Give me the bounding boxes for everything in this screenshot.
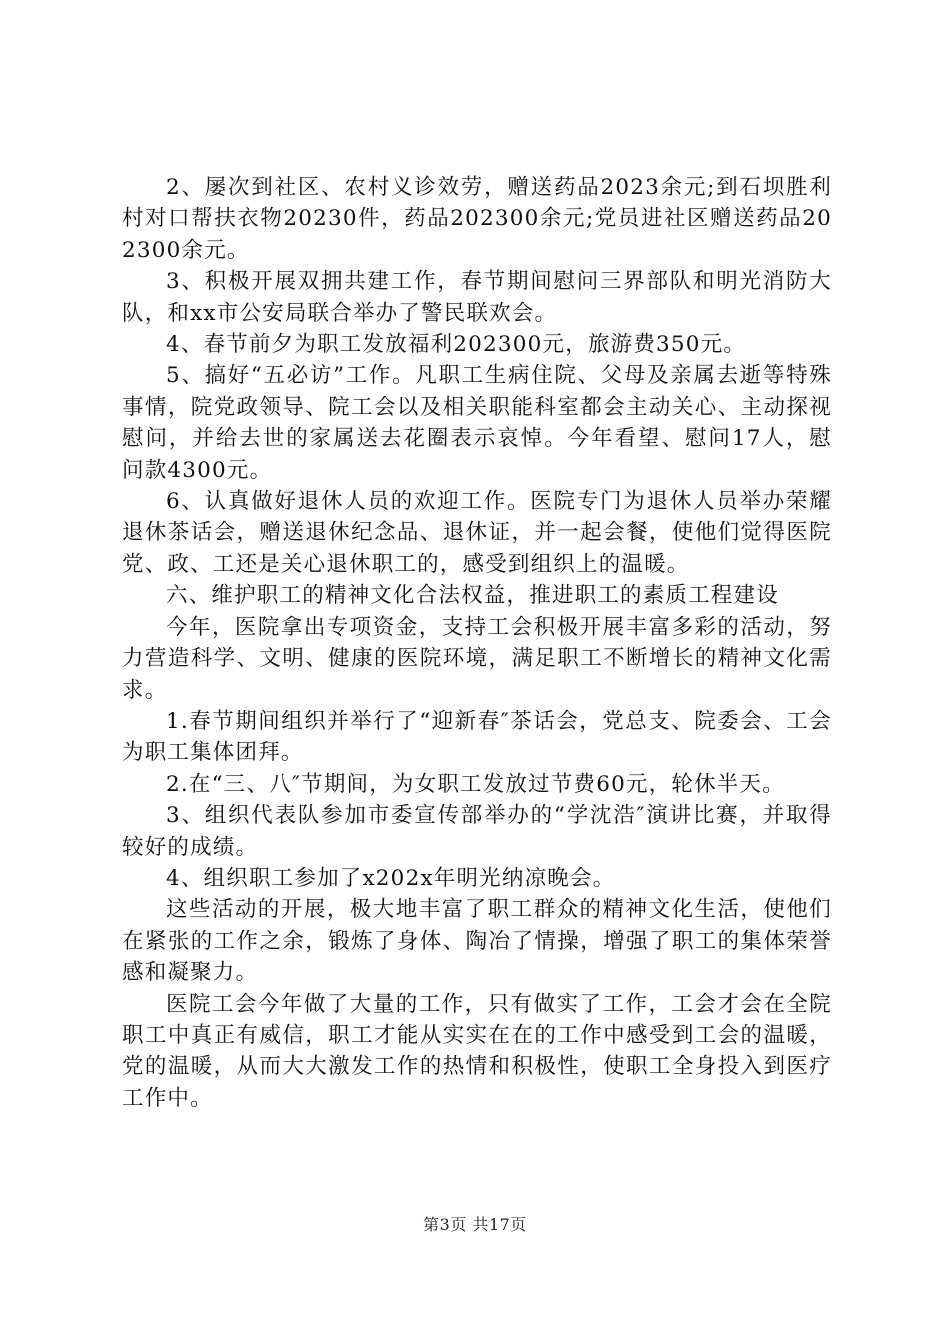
paragraph: 2、屡次到社区、农村义诊效劳，赠送药品2023余元;到石坝胜利村对口帮扶衣物20230件，药品202300余元;党员进社区赠送药品202300余元。 <box>122 175 832 263</box>
paragraph: 3、组织代表队参加市委宣传部举办的“学沈浩″演讲比赛，并取得较好的成绩。 <box>122 803 832 860</box>
paragraph: 4、春节前夕为职工发放福利202300元，旅游费350元。 <box>166 332 747 358</box>
section-heading: 六、维护职工的精神文化合法权益，推进职工的素质工程建设 <box>166 583 779 609</box>
document-body <box>122 172 832 1114</box>
paragraph: 这些活动的开展，极大地丰富了职工群众的精神文化生活，使他们在紧张的工作之余，锻炼了身体、陶冶了情操，增强了职工的集体荣誉感和凝聚力。 <box>122 897 832 986</box>
paragraph: 1.春节期间组织并举行了“迎新春″茶话会，党总支、院委会、工会为职工集体团拜。 <box>122 708 832 766</box>
paragraph: 3、积极开展双拥共建工作，春节期间慰问三界部队和明光消防大队，和xx市公安局联合举办了警民联欢会。 <box>122 269 832 326</box>
paragraph: 2.在“三、八″节期间，为女职工发放过节费60元，轮休半天。 <box>166 771 785 797</box>
paragraph: 6、认真做好退休人员的欢迎工作。医院专门为退休人员举办荣耀退休茶话会，赠送退休纪念品、退休证，并一起会餐，使他们觉得医院党、政、工还是关心退休职工的，感受到组织上的温暖。 <box>122 489 832 577</box>
page-number-footer: 第3页 共17页 <box>423 1215 527 1234</box>
paragraph: 5、搞好“五必访”工作。凡职工生病住院、父母及亲属去逝等特殊事情，院党政领导、院工会以及相关职能科室都会主动关心、主动探视慰问，并给去世的家属送去花圈表示哀悼。今年看望、慰问17人，慰问款4300元。 <box>122 363 832 483</box>
paragraph: 4、组织职工参加了x202x年明光纳凉晚会。 <box>166 865 616 891</box>
paragraph: 今年，医院拿出专项资金，支持工会积极开展丰富多彩的活动，努力营造科学、文明、健康的医院环境，满足职工不断增长的精神文化需求。 <box>122 614 832 703</box>
paragraph: 医院工会今年做了大量的工作，只有做实了工作，工会才会在全院职工中真正有威信，职工才能从实实在在的工作中感受到工会的温暖，党的温暖，从而大大激发工作的热情和积极性，使职工全身投入到医疗工作中。 <box>122 991 832 1111</box>
